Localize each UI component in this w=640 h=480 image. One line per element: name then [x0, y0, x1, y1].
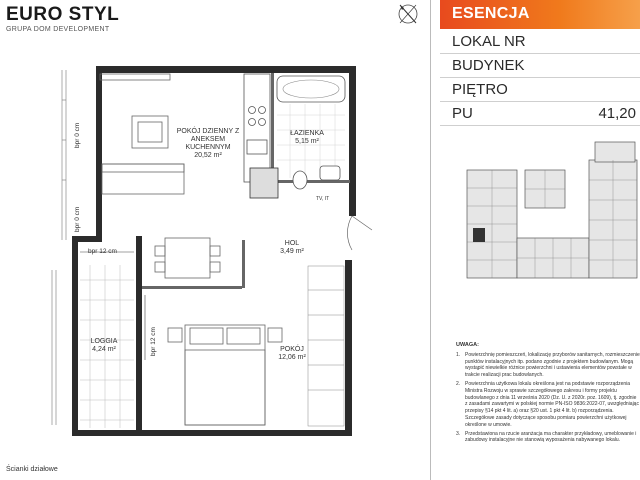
room-area: 3,49 m² [280, 248, 304, 255]
room-name: LOGGIA [90, 338, 118, 345]
floor-plan [0, 40, 430, 465]
room-area: 5,15 m² [295, 138, 319, 145]
room-name: ŁAZIENKA [290, 130, 324, 137]
investment-banner [440, 0, 640, 29]
info-label: PU [452, 105, 473, 122]
notes-section [456, 342, 640, 480]
note-text: Powierzchnię pomieszczeń, lokalizację przyborów sanitarnych, rozmieszczenie punktów instalacyjnych itp. podano zgodnie z projektem budowlanym. Mogą wystąpić niewielkie różnice powierzchni i ustawienia elementów powstałe w trakcie realizacji prac budowlanych. [465, 351, 640, 379]
investment-name: ESENCJA [452, 5, 530, 22]
room-hall [272, 240, 312, 256]
note-text: Powierzchnia użytkowa lokalu określona jest na podstawie rozporządzenia Ministra Rozwoju w sprawie szczegółowego zakresu i formy projektu budowlanego z dnia 11 września 2020 (Dz. U. z 2020r. poz. 1609), tj. zgodnie z zasadami zawartymi w polskiej normie PN-ISO 9836:2022-07, uwzględniając przepisy §14 pkt 4 lit. a) oraz §20 ust. 1 pkt 4 lit. b) rozporządzenia. Szczegółowe zasady dotyczące sposobu pomiaru powierzchni użytkowej określone w umowie. [465, 380, 639, 428]
info-label: BUDYNEK [452, 57, 525, 74]
notes-title: UWAGA: [456, 342, 479, 348]
room-bath [282, 130, 332, 146]
note-item [456, 352, 640, 379]
dimension-label: bpr 12 cm [88, 248, 117, 255]
room-area: 12,06 m² [278, 354, 306, 361]
tv-it-label: TV, IT [316, 196, 330, 202]
room-living [168, 128, 248, 160]
info-row-pietro [440, 77, 640, 102]
note-number: 3. [456, 430, 461, 437]
room-bedroom [270, 346, 314, 362]
note-number: 1. [456, 351, 461, 358]
dimension-label: bpr 12 cm [150, 327, 157, 356]
brand-logo: EURO STYL [6, 4, 120, 25]
room-area: 4,24 m² [92, 346, 116, 353]
info-row-budynek [440, 53, 640, 78]
room-name-line2: ANEKSEM KUCHENNYM [185, 136, 231, 151]
info-row-pu [440, 101, 640, 126]
info-value: 41,20 [598, 105, 636, 122]
building-key-plan [465, 140, 640, 290]
unit-highlight [473, 228, 485, 242]
legend-partition-walls: Ścianki działowe [6, 466, 58, 473]
dimension-label: bpr 0 cm [74, 206, 81, 232]
info-label: LOKAL NR [452, 33, 526, 50]
room-name: POKÓJ DZIENNY Z [176, 128, 240, 135]
room-name: HOL [284, 240, 300, 247]
note-item [456, 381, 640, 429]
info-label: PIĘTRO [452, 81, 508, 98]
north-arrow-icon [394, 2, 422, 26]
note-text: Przedstawiona na rzucie aranżacja ma charakter przykładowy, umeblowanie i zabudowy instalacyjne nie stanowią wyposażenia nabywanego lokalu. [465, 430, 637, 444]
info-row-lokal [440, 29, 640, 54]
panel-divider [430, 0, 431, 480]
room-name: POKÓJ [280, 346, 304, 353]
note-number: 2. [456, 380, 461, 387]
room-loggia [84, 338, 124, 354]
note-item [456, 431, 640, 445]
dimension-label: bpr 0 cm [74, 122, 81, 148]
room-area: 20,52 m² [194, 152, 222, 159]
brand-subtitle: GRUPA DOM DEVELOPMENT [6, 26, 110, 33]
